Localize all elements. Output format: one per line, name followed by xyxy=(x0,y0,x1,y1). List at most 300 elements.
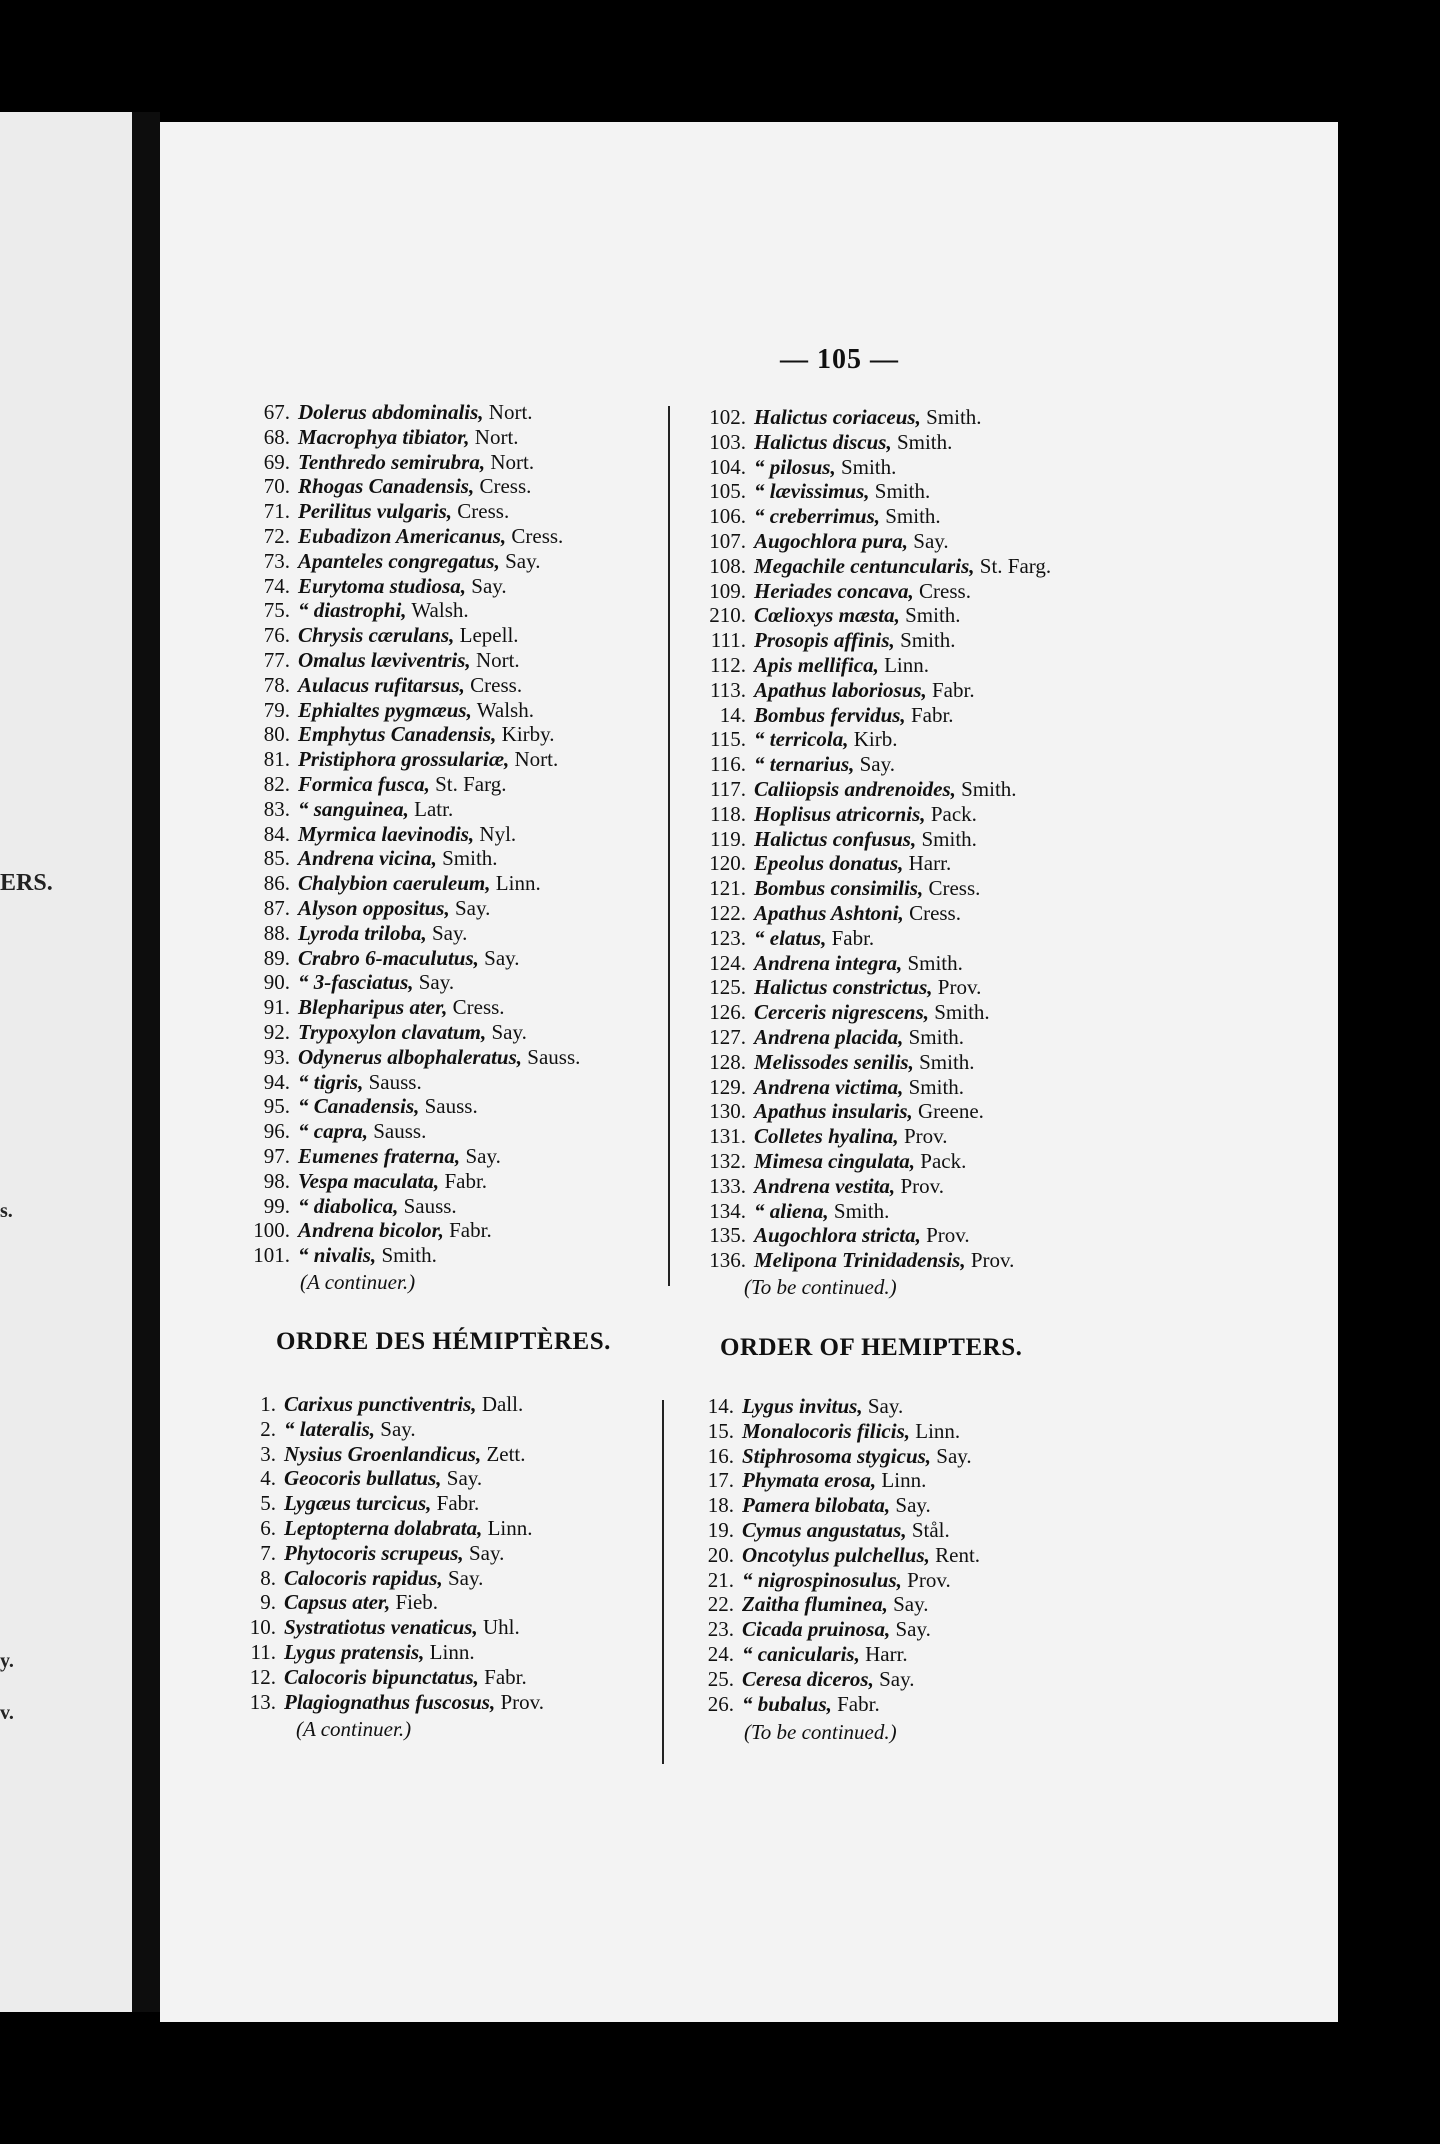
species-author: Nort. xyxy=(488,400,533,424)
species-name: “ tigris, xyxy=(298,1069,364,1094)
species-name: Oncotylus pulchellus, xyxy=(742,1542,930,1567)
species-author: Cress. xyxy=(919,578,971,603)
species-author: Linn. xyxy=(884,652,929,677)
entry-number: 84. xyxy=(263,821,290,846)
species-author: Say. xyxy=(431,920,468,945)
species-name: Augochlora stricta, xyxy=(754,1223,921,1248)
species-author: Pack. xyxy=(930,801,977,826)
entry-number: 24. xyxy=(707,1641,734,1666)
species-author: Prov. xyxy=(900,1173,944,1198)
continuation-note-fr: (A continuer.) xyxy=(300,1270,416,1294)
entry-number: 102. xyxy=(709,405,746,429)
species-author: Say. xyxy=(505,548,541,573)
entry-number: 86. xyxy=(263,871,290,896)
species-name: Chalybion caeruleum, xyxy=(298,871,491,896)
entry-number: 93. xyxy=(263,1044,290,1069)
species-author: Say. xyxy=(465,1143,501,1168)
species-author: Smith. xyxy=(926,405,982,429)
entry-number: 73. xyxy=(263,548,290,573)
species-author: Cress. xyxy=(479,474,532,499)
species-author: Nyl. xyxy=(479,821,517,846)
entry-number: 91. xyxy=(263,995,290,1020)
entry-number: 107. xyxy=(709,528,746,553)
entry-number: 92. xyxy=(263,1019,290,1044)
species-author: Say. xyxy=(936,1443,972,1468)
species-author: Say. xyxy=(446,1466,483,1491)
entry-number: 130. xyxy=(709,1099,746,1124)
species-name: Apathus insularis, xyxy=(754,1099,913,1124)
facing-page-fragment: v. xyxy=(0,1702,14,1724)
page-number: — 105 — xyxy=(780,344,899,375)
species-name: Geocoris bullatus, xyxy=(284,1466,442,1491)
facing-page-fragment: ERS. xyxy=(0,870,53,896)
entry-number: 94. xyxy=(263,1069,290,1094)
species-name: Mimesa cingulata, xyxy=(754,1148,916,1173)
species-author: Fabr. xyxy=(436,1491,480,1516)
species-name: “ nigrospinosulus, xyxy=(742,1567,902,1592)
species-name: Phymata erosa, xyxy=(742,1468,877,1493)
species-name: “ Canadensis, xyxy=(298,1094,420,1119)
species-author: Harr. xyxy=(908,851,952,876)
entry-number: 3. xyxy=(260,1441,276,1466)
species-author: Kirb. xyxy=(853,727,898,752)
species-name: Trypoxylon clavatum, xyxy=(298,1019,487,1044)
species-author: Prov. xyxy=(907,1567,951,1592)
species-name: Cymus angustatus, xyxy=(742,1517,907,1542)
species-author: Prov. xyxy=(970,1248,1015,1273)
entry-number: 23. xyxy=(707,1617,734,1642)
entry-number: 98. xyxy=(263,1168,290,1193)
species-author: Sauss. xyxy=(527,1044,581,1069)
species-name: Andrena vestita, xyxy=(754,1173,896,1198)
entry-number: 74. xyxy=(263,573,290,598)
entry-number: 133. xyxy=(709,1173,746,1198)
species-name: Crabro 6-maculutus, xyxy=(298,945,479,970)
entry-number: 121. xyxy=(709,876,746,901)
entry-number: 16. xyxy=(707,1443,734,1468)
species-author: Stål. xyxy=(911,1517,950,1542)
entry-number: 26. xyxy=(707,1691,734,1716)
entry-number: 97. xyxy=(263,1143,290,1168)
species-author: Fabr. xyxy=(910,702,954,727)
entry-number: 104. xyxy=(709,454,746,479)
species-name: “ sanguinea, xyxy=(298,796,409,821)
entry-number: 95. xyxy=(263,1094,290,1119)
species-name: Augochlora pura, xyxy=(754,528,909,553)
species-author: Say. xyxy=(491,1019,527,1044)
species-author: Say. xyxy=(895,1493,931,1518)
species-name: Hoplisus atricornis, xyxy=(754,801,926,826)
facing-page-fragment: s. xyxy=(0,1200,13,1222)
species-author: Smith. xyxy=(919,1049,975,1074)
species-author: Smith. xyxy=(896,429,953,454)
species-name: Lygæus turcicus, xyxy=(284,1491,432,1516)
species-name: Apis mellifica, xyxy=(754,652,879,677)
species-author: Smith. xyxy=(381,1243,437,1268)
species-name: Apanteles congregatus, xyxy=(298,548,500,573)
entry-number: 124. xyxy=(709,950,746,975)
entry-number: 115. xyxy=(710,727,746,752)
species-author: Cress. xyxy=(928,876,981,901)
species-author: Fabr. xyxy=(484,1664,527,1689)
species-author: Smith. xyxy=(840,454,897,479)
entry-number: 75. xyxy=(263,598,290,623)
species-author: Greene. xyxy=(918,1099,984,1124)
species-name: Bombus fervidus, xyxy=(754,702,906,727)
entry-number: 7. xyxy=(260,1540,276,1565)
entry-number: 19. xyxy=(707,1517,734,1542)
species-author: Nort. xyxy=(514,747,559,772)
species-name: Halictus discus, xyxy=(754,429,892,454)
species-name: “ pilosus, xyxy=(754,454,836,479)
species-author: Lepell. xyxy=(459,623,519,648)
species-author: Latr. xyxy=(414,796,454,821)
entry-number: 111. xyxy=(710,628,746,653)
species-author: Fabr. xyxy=(449,1218,492,1243)
species-name: Epeolus donatus, xyxy=(754,851,904,876)
entry-number: 11. xyxy=(250,1639,276,1664)
species-author: Smith. xyxy=(905,603,961,628)
species-author: Smith. xyxy=(833,1198,890,1223)
entry-number: 85. xyxy=(263,846,290,871)
species-name: “ canicularis, xyxy=(742,1641,860,1666)
entry-number: 88. xyxy=(263,920,290,945)
species-author: Cress. xyxy=(511,523,564,548)
species-name: Andrena bicolor, xyxy=(298,1218,444,1243)
species-name: Aulacus rufitarsus, xyxy=(298,672,465,697)
entry-number: 68. xyxy=(263,424,290,449)
species-author: Smith. xyxy=(874,479,931,504)
species-name: “ nivalis, xyxy=(298,1243,377,1268)
species-name: Lyroda triloba, xyxy=(298,920,427,945)
species-name: Eurytoma studiosa, xyxy=(298,573,467,598)
entry-number: 119. xyxy=(710,826,746,851)
species-name: Heriades concava, xyxy=(754,578,914,603)
species-name: Eubadizon Americanus, xyxy=(298,523,507,548)
species-author: Sauss. xyxy=(368,1069,422,1094)
species-name: Caliiopsis andrenoides, xyxy=(754,776,956,801)
species-author: Dall. xyxy=(481,1392,524,1416)
species-name: Calocoris bipunctatus, xyxy=(284,1664,479,1689)
entry-number: 125. xyxy=(709,975,746,1000)
entry-number: 15. xyxy=(707,1418,734,1443)
species-name: Odynerus albophaleratus, xyxy=(298,1044,523,1069)
entry-number: 22. xyxy=(707,1592,734,1617)
entry-number: 81. xyxy=(263,747,290,772)
column-rule xyxy=(662,1400,664,1764)
species-author: Say. xyxy=(859,752,896,777)
entry-number: 101. xyxy=(253,1243,290,1268)
species-name: Omalus læviventris, xyxy=(298,647,471,672)
entry-number: 77. xyxy=(263,647,290,672)
entry-number: 105. xyxy=(709,479,746,504)
species-author: Cress. xyxy=(909,900,961,925)
entry-number: 80. xyxy=(263,722,290,747)
species-author: Cress. xyxy=(457,499,510,524)
entry-number: 9. xyxy=(260,1590,276,1615)
species-name: Chrysis cærulans, xyxy=(298,623,455,648)
entry-number: 72. xyxy=(263,523,290,548)
entry-number: 100. xyxy=(253,1218,290,1243)
species-author: Say. xyxy=(484,945,520,970)
species-author: Nort. xyxy=(490,449,535,474)
entry-number: 106. xyxy=(709,504,746,529)
entry-number: 71. xyxy=(263,499,290,524)
species-author: Say. xyxy=(913,528,949,553)
species-author: Fabr. xyxy=(932,677,975,702)
species-name: “ bubalus, xyxy=(742,1691,832,1716)
species-author: Fabr. xyxy=(444,1168,488,1193)
entry-number: 21. xyxy=(707,1567,734,1592)
species-name: Ephialtes pygmæus, xyxy=(298,697,472,722)
species-author: Pack. xyxy=(920,1148,967,1173)
species-name: Andrena vicina, xyxy=(298,846,437,871)
entry-number: 136. xyxy=(709,1248,746,1273)
entry-number: 25. xyxy=(707,1666,734,1691)
entry-number: 99. xyxy=(263,1193,290,1218)
entry-number: 129. xyxy=(709,1074,746,1099)
species-name: Cicada pruinosa, xyxy=(742,1617,891,1642)
species-author: Say. xyxy=(867,1394,904,1418)
species-name: Halictus confusus, xyxy=(754,826,917,851)
entry-number: 132. xyxy=(709,1148,746,1173)
entry-number: 134. xyxy=(709,1198,746,1223)
species-name: “ aliena, xyxy=(754,1198,829,1223)
species-author: Say. xyxy=(380,1416,416,1441)
species-author: Cress. xyxy=(452,995,505,1020)
species-author: St. Farg. xyxy=(435,771,507,796)
entry-number: 108. xyxy=(709,553,746,578)
entry-number: 4. xyxy=(260,1466,276,1491)
species-name: Perilitus vulgaris, xyxy=(298,499,453,524)
species-author: Walsh. xyxy=(476,697,534,722)
species-name: Rhogas Canadensis, xyxy=(298,474,475,499)
species-author: Linn. xyxy=(487,1515,533,1540)
species-author: Walsh. xyxy=(411,598,469,623)
entry-number: 82. xyxy=(263,771,290,796)
species-name: “ ternarius, xyxy=(754,752,855,777)
species-name: “ diabolica, xyxy=(298,1193,399,1218)
species-author: Linn. xyxy=(495,871,541,896)
species-author: Sauss. xyxy=(373,1119,427,1144)
species-name: Cœlioxys mæsta, xyxy=(754,603,900,628)
species-author: Linn. xyxy=(881,1468,927,1493)
species-author: Say. xyxy=(895,1617,931,1642)
species-name: “ diastrophi, xyxy=(298,598,407,623)
species-name: “ lævissimus, xyxy=(754,479,870,504)
species-name: Andrena integra, xyxy=(754,950,903,975)
heading-hemipteres-fr: ORDRE DES HÉMIPTÈRES. xyxy=(276,1328,611,1355)
species-name: “ creberrimus, xyxy=(754,504,880,529)
species-name: Andrena placida, xyxy=(754,1024,904,1049)
entry-number: 89. xyxy=(263,945,290,970)
entry-number: 70. xyxy=(263,474,290,499)
entry-number: 6. xyxy=(260,1515,276,1540)
entry-number: 103. xyxy=(709,429,746,454)
entry-number: 120. xyxy=(709,851,746,876)
species-author: Fabr. xyxy=(837,1691,880,1716)
entry-number: 12. xyxy=(249,1664,276,1689)
species-author: Smith. xyxy=(934,1000,990,1025)
entry-number: 87. xyxy=(263,895,290,920)
species-author: Uhl. xyxy=(482,1615,520,1640)
species-author: Nort. xyxy=(475,647,520,672)
species-name: Megachile centuncularis, xyxy=(754,553,975,578)
species-name: Eumenes fraterna, xyxy=(298,1143,461,1168)
entry-number: 122. xyxy=(709,900,746,925)
continuation-note-fr: (A continuer.) xyxy=(296,1717,412,1741)
species-name: Monalocoris filicis, xyxy=(742,1418,911,1443)
species-author: Say. xyxy=(418,970,455,995)
entry-number: 116. xyxy=(710,752,746,777)
species-name: Systratiotus venaticus, xyxy=(284,1615,478,1640)
entry-number: 8. xyxy=(260,1565,276,1590)
species-name: Zaitha fluminea, xyxy=(742,1592,888,1617)
species-name: Cerceris nigrescens, xyxy=(754,1000,929,1025)
entry-number: 13. xyxy=(249,1689,276,1714)
continuation-note-en: (To be continued.) xyxy=(744,1275,897,1299)
entry-number: 90. xyxy=(263,970,290,995)
facing-page-edge xyxy=(0,112,132,2012)
species-name: Capsus ater, xyxy=(284,1590,391,1615)
species-name: Blepharipus ater, xyxy=(298,995,448,1020)
entry-number: 113. xyxy=(710,677,746,702)
species-author: Smith. xyxy=(907,950,963,975)
species-author: Fieb. xyxy=(395,1590,439,1615)
species-author: Cress. xyxy=(470,672,523,697)
entry-number: 127. xyxy=(709,1024,746,1049)
entry-number: 131. xyxy=(709,1124,746,1149)
species-author: Smith. xyxy=(442,846,498,871)
species-name: Stiphrosoma stygicus, xyxy=(742,1443,932,1468)
species-author: St. Farg. xyxy=(979,553,1052,578)
species-author: Sauss. xyxy=(403,1193,457,1218)
species-author: Say. xyxy=(893,1592,929,1617)
entry-number: 20. xyxy=(707,1542,734,1567)
entry-number: 69. xyxy=(263,449,290,474)
species-name: Apathus laboriosus, xyxy=(754,677,927,702)
entry-number: 79. xyxy=(263,697,290,722)
species-name: Vespa maculata, xyxy=(298,1168,440,1193)
species-author: Sauss. xyxy=(424,1094,478,1119)
species-name: Prosopis affinis, xyxy=(754,628,895,653)
species-name: Melipona Trinidadensis, xyxy=(754,1248,966,1273)
species-name: Andrena victima, xyxy=(754,1074,904,1099)
species-name: “ lateralis, xyxy=(284,1416,376,1441)
species-author: Smith. xyxy=(921,826,977,851)
species-name: Lygus invitus, xyxy=(742,1394,863,1418)
entry-number: 128. xyxy=(709,1049,746,1074)
species-name: Emphytus Canadensis, xyxy=(298,722,497,747)
entry-number: 123. xyxy=(709,925,746,950)
species-author: Prov. xyxy=(903,1124,948,1149)
species-name: “ terricola, xyxy=(754,727,849,752)
column-rule xyxy=(668,406,670,1286)
entry-number: 112. xyxy=(710,652,746,677)
species-name: Melissodes senilis, xyxy=(754,1049,914,1074)
entry-number: 117. xyxy=(710,776,746,801)
species-name: Tenthredo semirubra, xyxy=(298,449,486,474)
species-author: Prov. xyxy=(500,1689,545,1714)
species-name: Dolerus abdominalis, xyxy=(298,400,484,424)
species-name: Formica fusca, xyxy=(298,771,430,796)
entry-number: 2. xyxy=(260,1416,276,1441)
species-author: Linn. xyxy=(915,1418,961,1443)
entry-number: 67. xyxy=(263,400,290,424)
species-name: “ capra, xyxy=(298,1119,368,1144)
facing-page-fragment: y. xyxy=(0,1650,14,1672)
species-author: Kirby. xyxy=(501,722,555,747)
species-name: Leptopterna dolabrata, xyxy=(284,1515,483,1540)
species-name: “ 3-fasciatus, xyxy=(298,970,414,995)
species-name: Halictus coriaceus, xyxy=(754,405,921,429)
species-name: Calocoris rapidus, xyxy=(284,1565,443,1590)
species-author: Prov. xyxy=(926,1223,970,1248)
species-name: Phytocoris scrupeus, xyxy=(284,1540,464,1565)
species-name: “ elatus, xyxy=(754,925,827,950)
book-page xyxy=(160,122,1338,2022)
entry-number: 18. xyxy=(707,1493,734,1518)
species-author: Rent. xyxy=(935,1542,981,1567)
continuation-note-en: (To be continued.) xyxy=(744,1720,897,1744)
species-name: Plagiognathus fuscosus, xyxy=(284,1689,496,1714)
entry-number: 14. xyxy=(707,1394,734,1418)
entry-number: 5. xyxy=(260,1491,276,1516)
species-name: Lygus pratensis, xyxy=(284,1639,425,1664)
species-author: Prov. xyxy=(937,975,982,1000)
species-author: Smith. xyxy=(885,504,941,529)
species-name: Macrophya tibiator, xyxy=(298,424,470,449)
entry-number: 14. xyxy=(719,702,746,727)
species-name: Pamera bilobata, xyxy=(742,1493,891,1518)
species-author: Zett. xyxy=(486,1441,526,1466)
species-author: Say. xyxy=(879,1666,915,1691)
species-name: Myrmica laevinodis, xyxy=(298,821,475,846)
entry-number: 1. xyxy=(260,1392,276,1416)
entry-number: 83. xyxy=(263,796,290,821)
species-name: Colletes hyalina, xyxy=(754,1124,899,1149)
species-name: Nysius Groenlandicus, xyxy=(284,1441,482,1466)
entry-number: 109. xyxy=(709,578,746,603)
species-name: Ceresa diceros, xyxy=(742,1666,874,1691)
species-author: Say. xyxy=(471,573,507,598)
species-name: Apathus Ashtoni, xyxy=(754,900,904,925)
entry-number: 76. xyxy=(263,623,290,648)
species-name: Carixus punctiventris, xyxy=(284,1392,477,1416)
entry-number: 126. xyxy=(709,1000,746,1025)
entry-number: 78. xyxy=(263,672,290,697)
species-author: Say. xyxy=(454,895,491,920)
species-author: Smith. xyxy=(961,776,1017,801)
species-name: Halictus constrictus, xyxy=(754,975,933,1000)
species-name: Pristiphora grossulariæ, xyxy=(298,747,510,772)
heading-hemipters-en: ORDER OF HEMIPTERS. xyxy=(720,1334,1023,1361)
book-spine-shadow xyxy=(132,112,160,2012)
entry-number: 210. xyxy=(709,603,746,628)
entry-number: 17. xyxy=(707,1468,734,1493)
species-name: Bombus consimilis, xyxy=(754,876,924,901)
species-author: Smith. xyxy=(908,1074,965,1099)
species-author: Nort. xyxy=(474,424,519,449)
entry-number: 10. xyxy=(249,1615,276,1640)
species-author: Say. xyxy=(447,1565,484,1590)
species-author: Smith. xyxy=(908,1024,965,1049)
species-author: Linn. xyxy=(429,1639,475,1664)
entry-number: 135. xyxy=(709,1223,746,1248)
species-author: Say. xyxy=(468,1540,505,1565)
species-name: Alyson oppositus, xyxy=(298,895,450,920)
species-author: Smith. xyxy=(900,628,956,653)
